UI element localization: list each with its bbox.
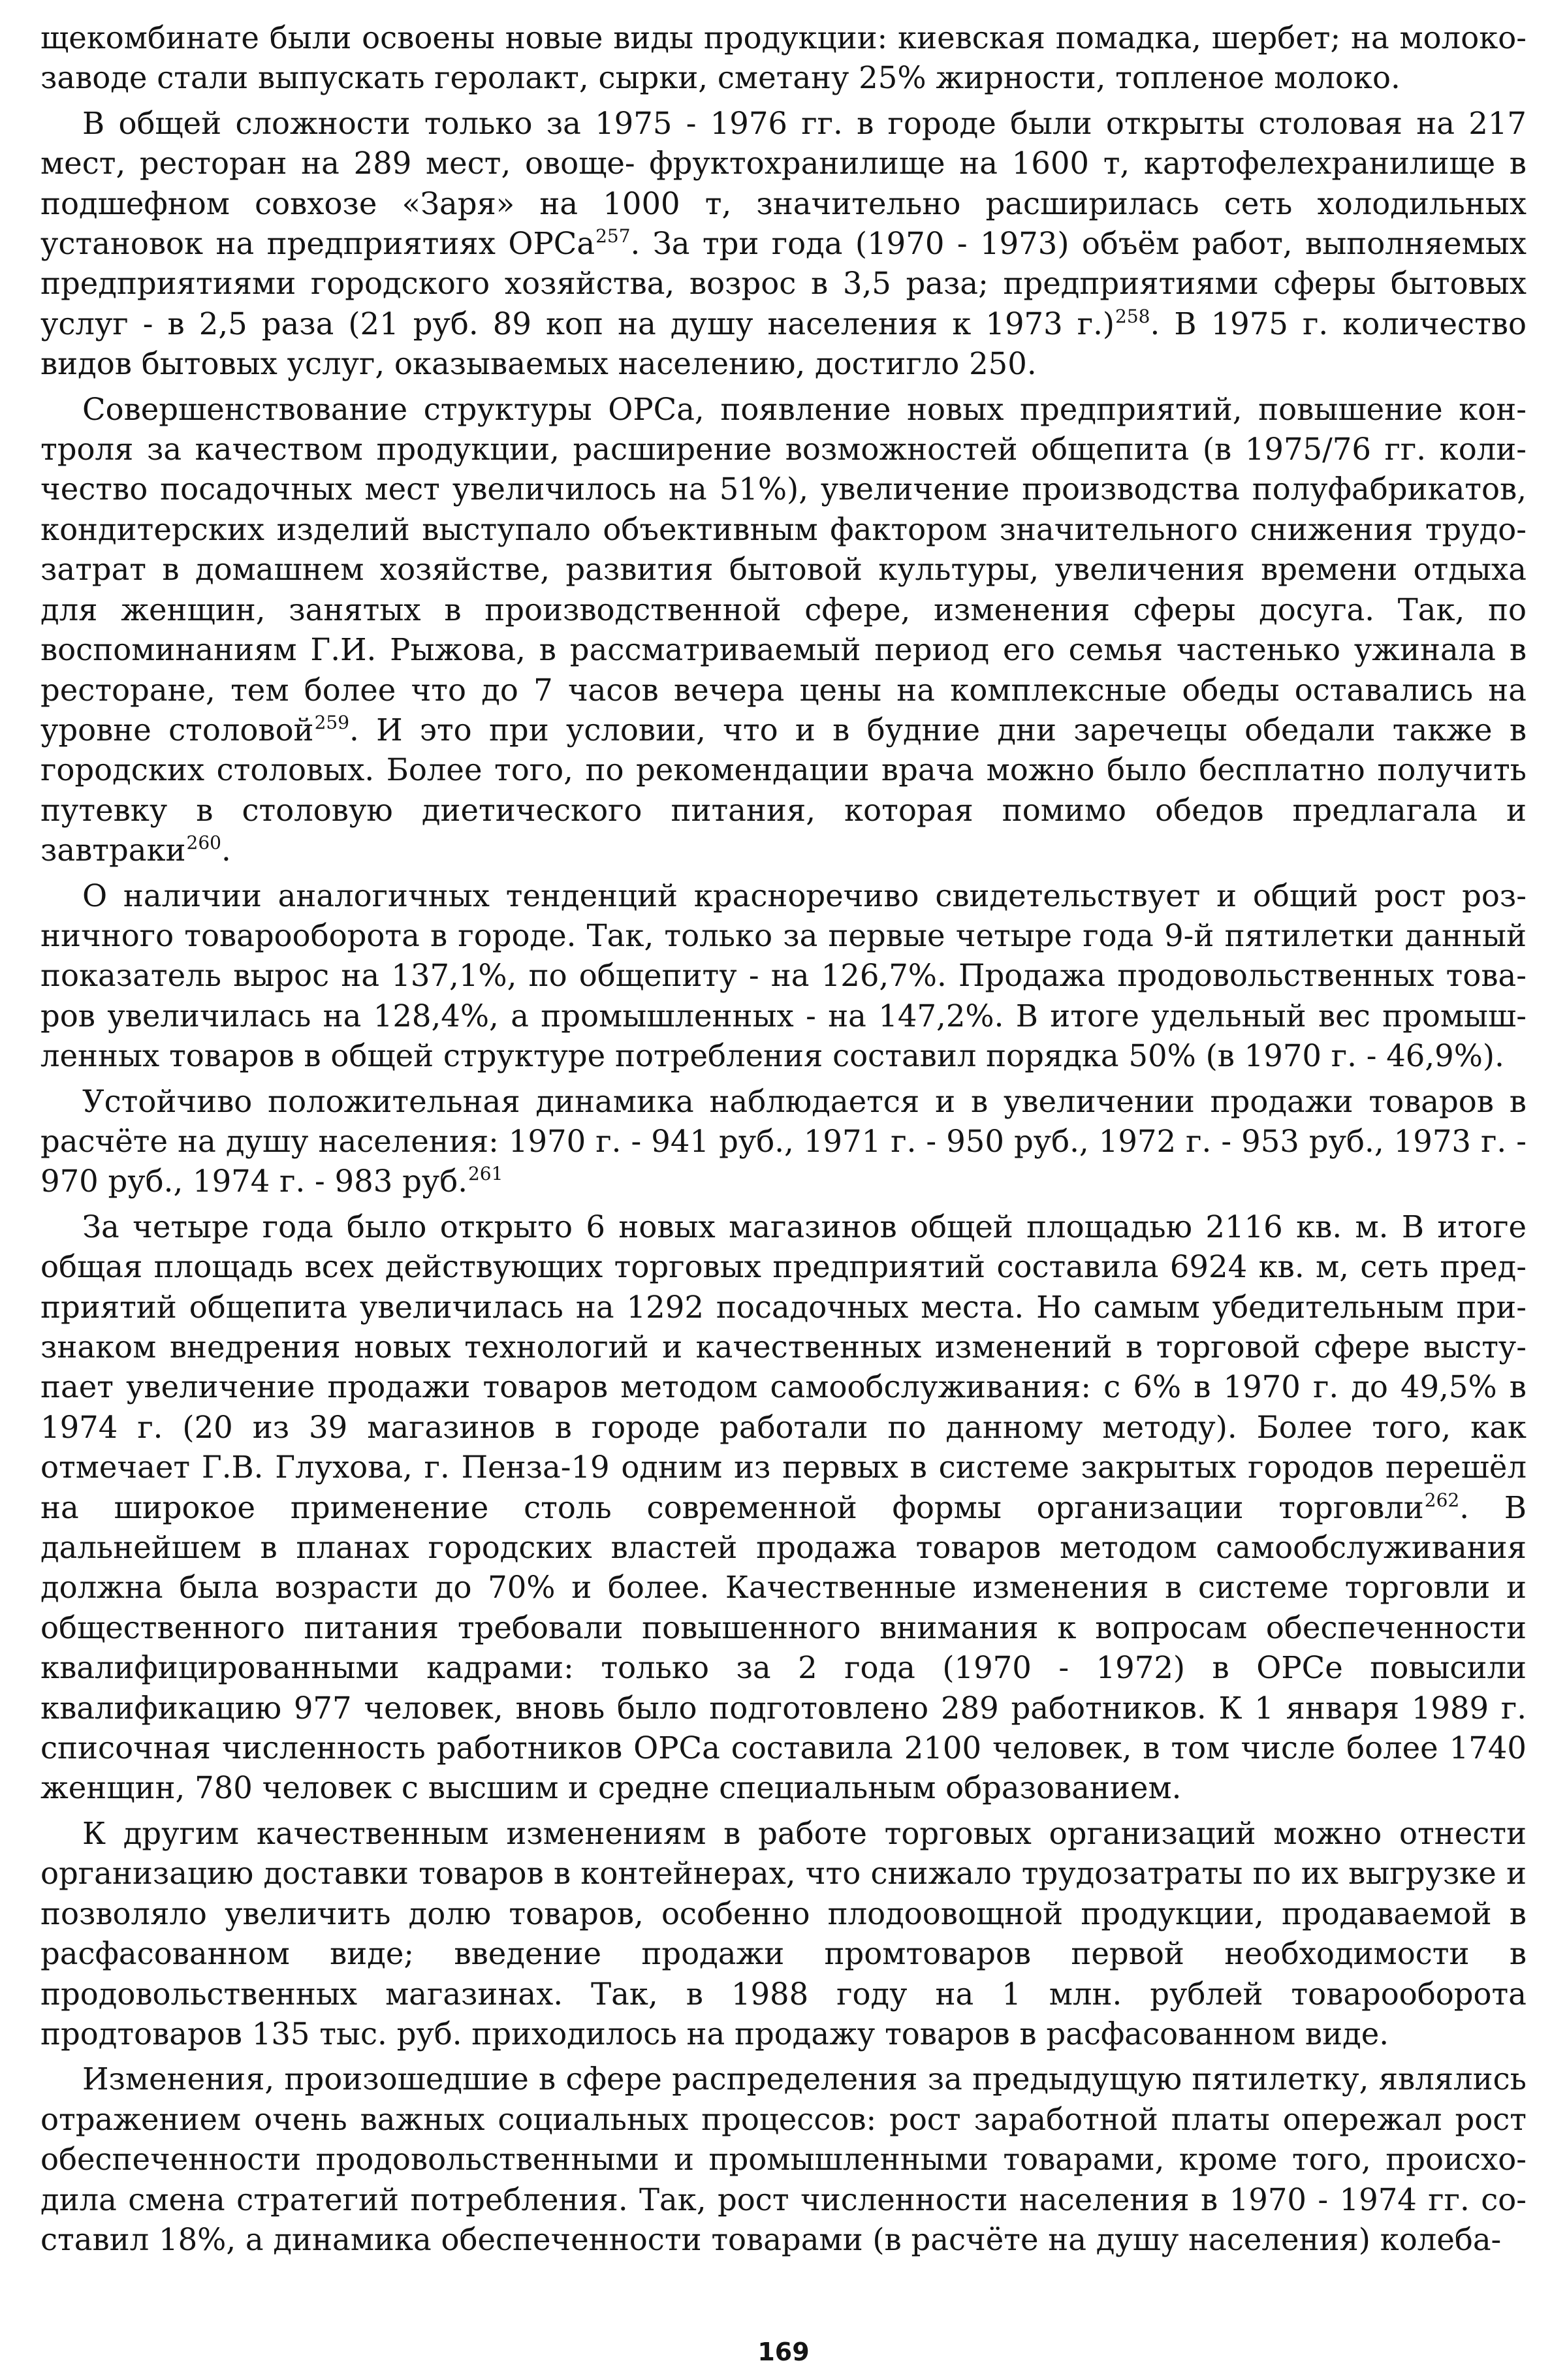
page-body [40,18,1527,2343]
paragraph-text: . В 1975 г. количество видов бытовых услуг, оказываемых населению, достигло 250. [40,306,1527,382]
paragraph-text: Изменения, произошедшие в сфере распределения за предыдущую пятилетку, являлись отражением очень важных социальных процессов: рост заработной платы опережал рост обеспеченности продовольственными и промышленными товарами, кроме того, происходила смена стратегий потребления. Так, рост численности населения в 1970 - 1974 гг. составил 18%, а динамика обеспеченности товарами (в расчёте на душу населения) колеба- [40,2061,1527,2257]
footnote-reference: 259 [314,711,350,733]
paragraph-text: К другим качественным изменениям в работе торговых организаций можно отнести организацию доставки товаров в контейнерах, что снижало трудозатраты по их выгрузке и позволяло увеличить долю товаров, особенно плодоовощной продукции, продаваемой в расфасованном виде; введение продажи промтоваров первой необходимости в продовольственных магазинах. Так, в 1988 году на 1 млн. рублей товарооборота продтоваров 135 тыс. руб. приходилось на продажу товаров в расфасованном виде. [40,1815,1527,2052]
footnote-reference: 258 [1115,305,1150,327]
paragraph [40,1082,1527,1202]
page-number: 169 [757,2338,810,2366]
paragraph-text: . И это при условии, что и в будние дни заречецы обедали также в городских столовых. Более того, по рекомендации врача можно было бесплатно получить путевку в столовую диетического питания, которая помимо обедов предлагала и завтраки [40,712,1527,868]
paragraph [40,390,1527,871]
paragraph [40,2059,1527,2260]
footnote-reference: 257 [595,225,631,247]
paragraph [40,18,1527,99]
footnote-reference: 260 [186,832,221,854]
paragraph-text: . За три года (1970 - 1973) объём работ, выполняемых предприятиями городского хозяйства, возрос в 3,5 раза; предприятиями сферы бытовых услуг - в 2,5 раза (21 руб. 89 коп на душу населения к 1973 г.) [40,226,1527,341]
footnote-reference: 262 [1424,1489,1460,1511]
paragraph [40,1207,1527,1809]
paragraph-text: В общей сложности только за 1975 - 1976 гг. в городе были открыты столовая на 217 мест, ресторан на 289 мест, овоще- фруктохранилище на 1600 т, картофелехранилище в подшефном совхозе «Заря» на 1000 т, значительно расширилась сеть холодильных установок на предприятиях ОРСа [40,105,1527,262]
paragraph-text: . [221,833,231,868]
paragraph [40,1814,1527,2054]
paragraph-text: За четыре года было открыто 6 новых магазинов общей площадью 2116 кв. м. В итоге общая площадь всех действующих торговых предприятий составила 6924 кв. м, сеть предприятий общепита увеличилась на 1292 посадочных места. Но самым убедительным признаком внедрения новых технологий и качественных изменений в торговой сфере выступает увеличение продажи товаров методом самообслуживания: с 6% в 1970 г. до 49,5% в 1974 г. (20 из 39 магазинов в городе работали по данному методу). Более того, как отмечает Г.В. Глухова, г. Пенза-19 одним из первых в системе закрытых городов перешёл на широкое применение столь современной формы организации торговли [40,1209,1527,1525]
paragraph-text: Совершенствование структуры ОРСа, появление новых предприятий, повышение контроля за качеством продукции, расширение возможностей общепита (в 1975/76 гг. количество посадочных мест увеличилось на 51%), увеличение производства полуфабрикатов, кондитерских изделий выступало объективным фактором значительного снижения трудозатрат в домашнем хозяйстве, развития бытовой культуры, увеличения времени отдыха для женщин, занятых в производственной сфере, изменения сферы досуга. Так, по воспоминаниям Г.И. Рыжова, в рассматриваемый период его семья частенько ужинала в ресторане, тем более что до 7 часов вечера цены на комплексные обеды оставались на уровне столовой [40,391,1527,748]
paragraph-text: Устойчиво положительная динамика наблюдается и в увеличении продажи товаров в расчёте на душу населения: 1970 г. - 941 руб., 1971 г. - 950 руб., 1972 г. - 953 руб., 1973 г. - 970 руб., 1974 г. - 983 руб. [40,1083,1527,1199]
paragraph-text: щекомбинате были освоены новые виды продукции: киевская помадка, шербет; на молокозаводе стали выпускать геролакт, сырки, сметану 25% жирности, топленое молоко. [40,20,1527,96]
paragraph-text: О наличии аналогичных тенденций красноречиво свидетельствует и общий рост розничного товарооборота в городе. Так, только за первые четыре года 9-й пятилетки данный показатель вырос на 137,1%, по общепиту - на 126,7%. Продажа продовольственных товаров увеличилась на 128,4%, а промышленных - на 147,2%. В итоге удельный вес промышленных товаров в общей структуре потребления составил порядка 50% (в 1970 г. - 46,9%). [40,878,1527,1074]
paragraph-text: . В дальнейшем в планах городских властей продажа товаров методом самообслуживания должна была возрасти до 70% и более. Качественные изменения в системе торговли и общественного питания требовали повышенного внимания к вопросам обеспеченности квалифицированными кадрами: только за 2 года (1970 - 1972) в ОРСе повысили квалификацию 977 человек, вновь было подготовлено 289 работников. К 1 января 1989 г. списочная численность работников ОРСа составила 2100 человек, в том числе более 1740 женщин, 780 человек с высшим и средне специальным образованием. [40,1489,1527,1806]
footnote-reference: 261 [467,1163,503,1185]
paragraph [40,876,1527,1077]
paragraph [40,104,1527,385]
